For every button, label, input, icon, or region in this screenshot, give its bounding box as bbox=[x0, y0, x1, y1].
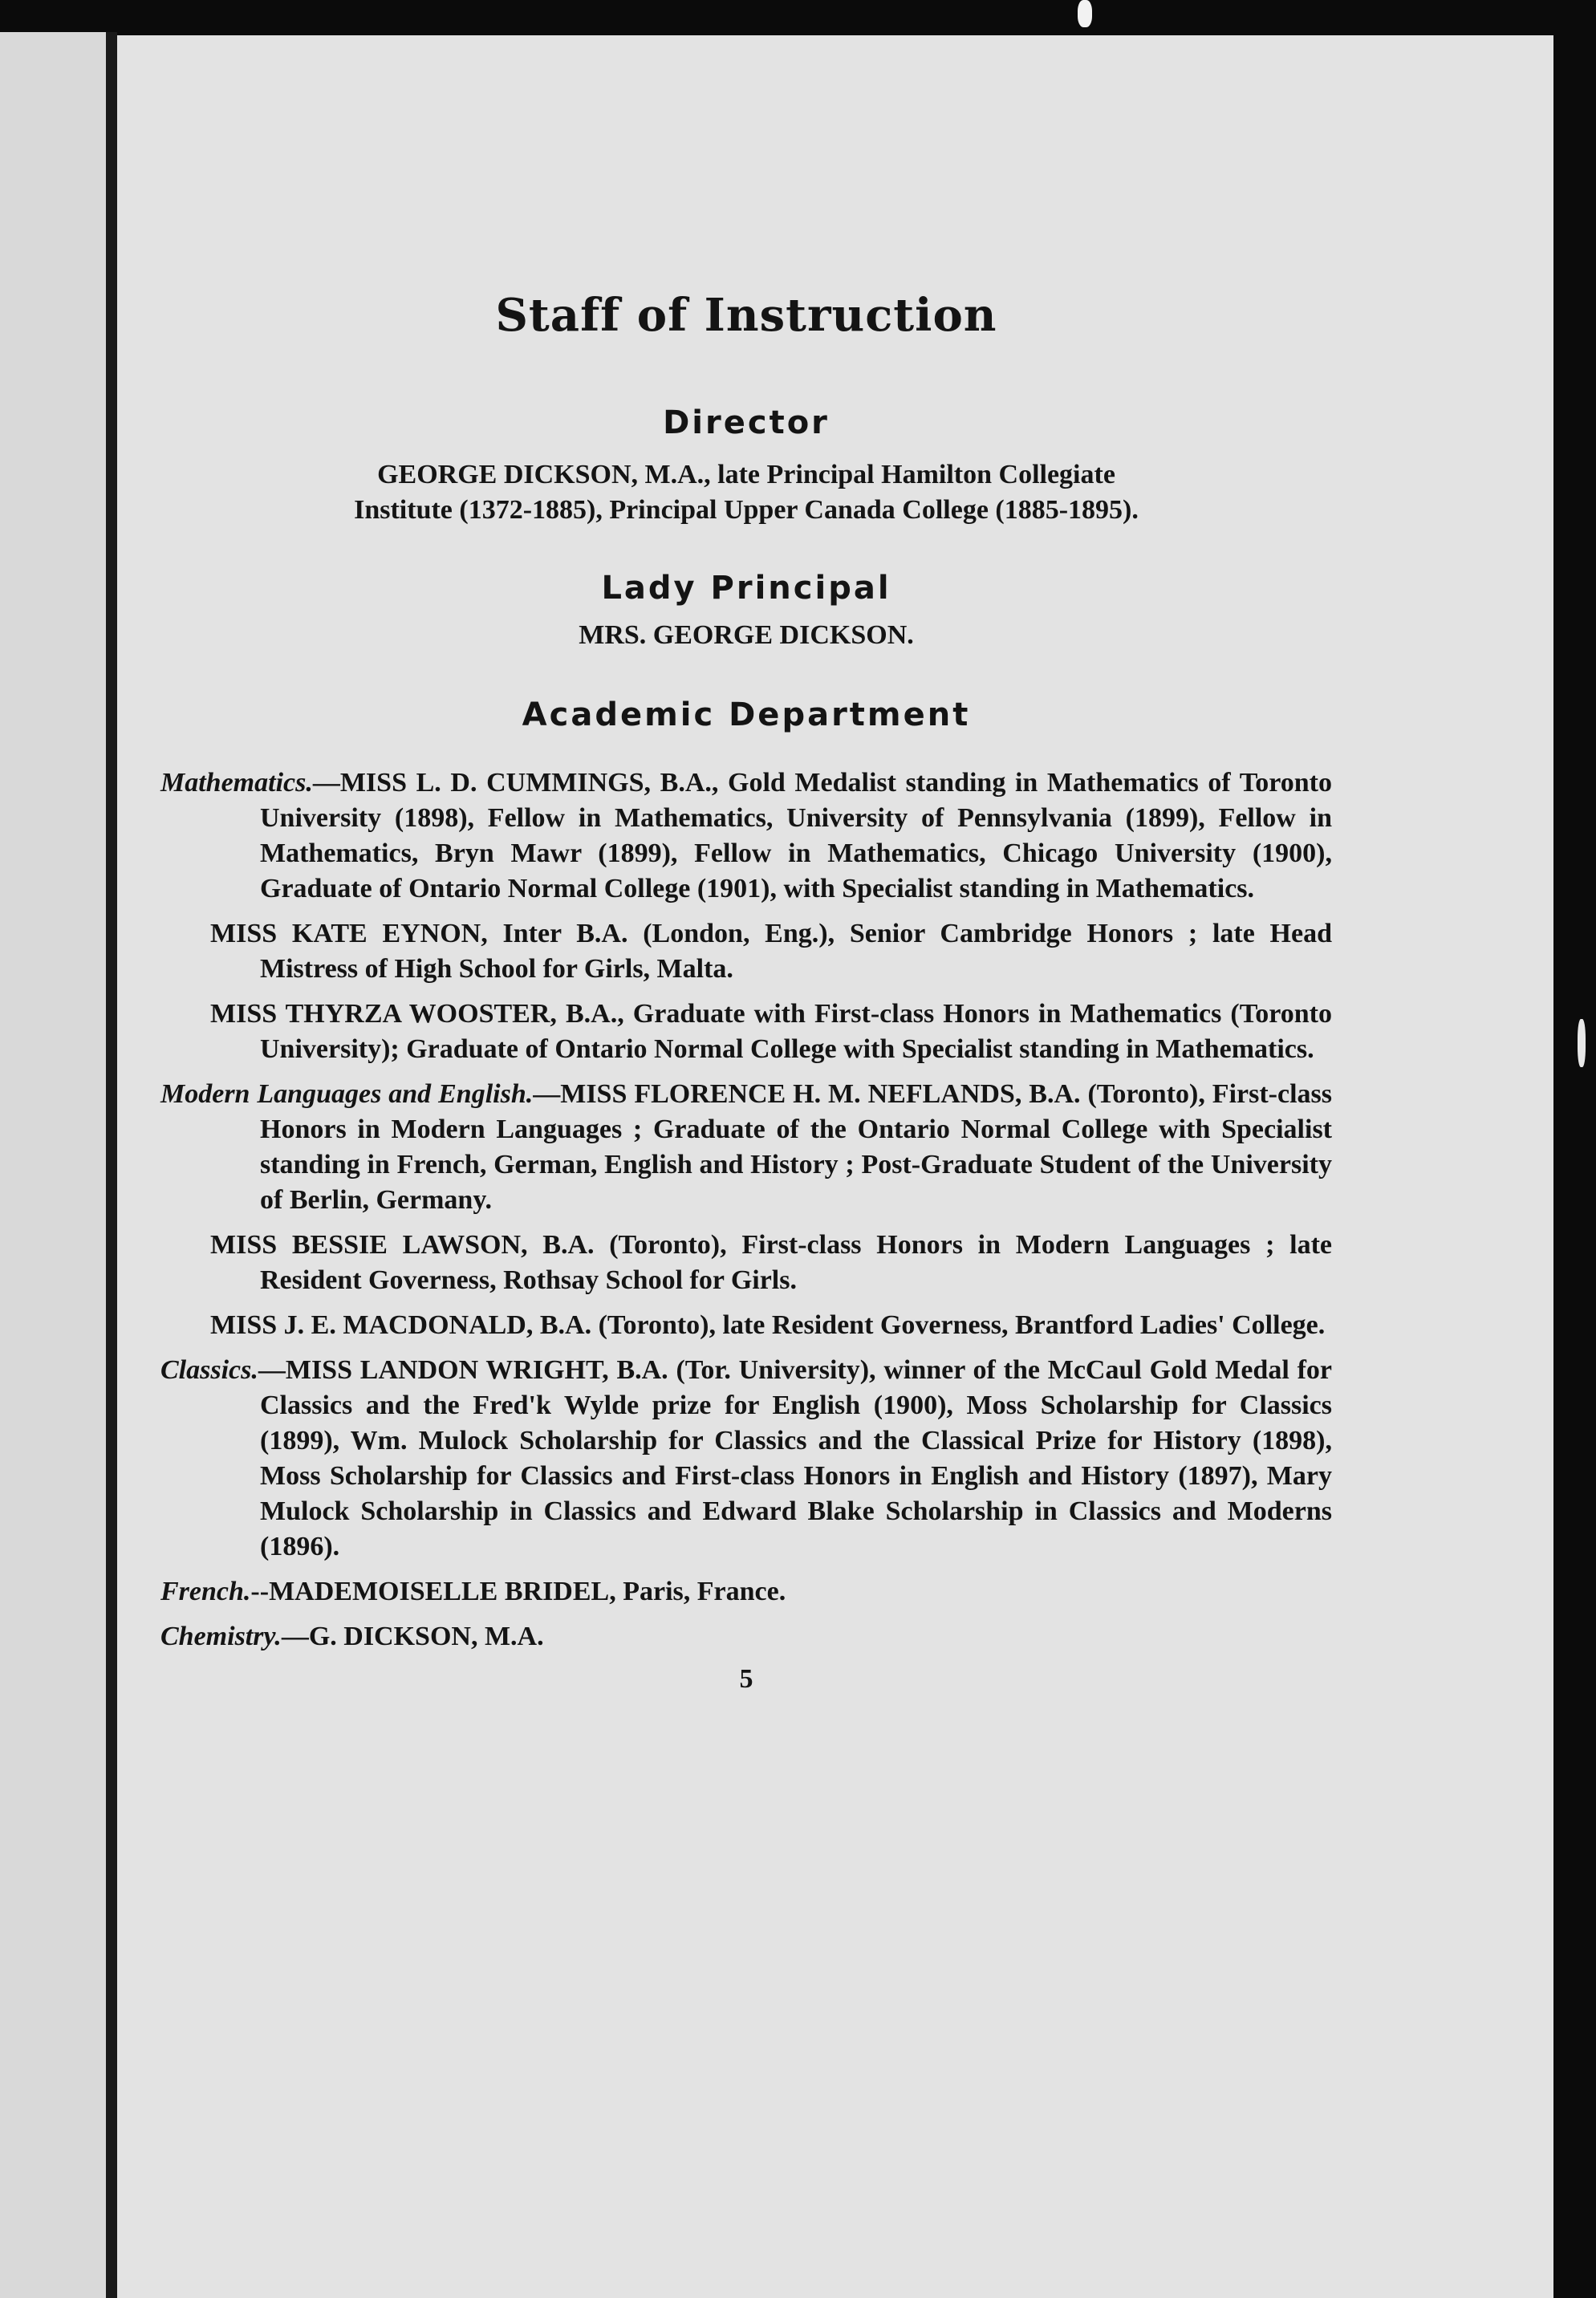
classics-subject: Classics. bbox=[160, 1355, 258, 1385]
academic-heading: Academic Department bbox=[522, 696, 971, 733]
page-edge-mark bbox=[1578, 1019, 1586, 1067]
scan-mark bbox=[1078, 0, 1092, 27]
modern-languages-entry bbox=[160, 1077, 1332, 1218]
chemistry-text: —G. DICKSON, M.A. bbox=[281, 1622, 544, 1651]
french-subject: French. bbox=[160, 1577, 251, 1606]
mathematics-staff-2: MISS KATE EYNON, Inter B.A. (London, Eng.), Senior Cambridge Honors ; late Head Mistress of High School for Girls, Malta. bbox=[210, 919, 1332, 984]
mathematics-subject: Mathematics. bbox=[160, 768, 313, 798]
classics-entry bbox=[160, 1353, 1332, 1565]
modern-languages-subject: Modern Languages and English. bbox=[160, 1079, 534, 1109]
page-number: 5 bbox=[739, 1664, 753, 1694]
modern-languages-text: —MISS FLORENCE H. M. NEFLANDS, B.A. (Toronto), First-class Honors in Modern Languages ; Graduate of the Ontario Normal College with Specialist standing in French, German, English and History ; Post-Graduate Student of the University of Berlin, Germany. bbox=[260, 1079, 1332, 1215]
lady-principal-name: MRS. GEORGE DICKSON. bbox=[579, 620, 914, 650]
classics-text: —MISS LANDON WRIGHT, B.A. (Tor. University), winner of the McCaul Gold Medal for Classics and the Fred'k Wylde prize for English (1900), Moss Scholarship for Classics (1899), Wm. Mulock Scholarship for Classics and the Classical Prize for History (1898), Moss Scholarship for Classics and First-class Honors in English and History (1897), Mary Mulock Scholarship in Classics and Edward Blake Scholarship in Classics and Moderns (1896). bbox=[258, 1355, 1332, 1561]
page-title: Staff of Instruction bbox=[495, 289, 997, 342]
modern-languages-staff-3: MISS J. E. MACDONALD, B.A. (Toronto), late Resident Governess, Brantford Ladies' College. bbox=[210, 1310, 1326, 1340]
french-entry bbox=[160, 1574, 1332, 1610]
director-line-2: Institute (1372-1885), Principal Upper Canada College (1885-1895). bbox=[354, 495, 1139, 525]
french-text: --MADEMOISELLE BRIDEL, Paris, France. bbox=[250, 1577, 786, 1606]
book-gutter bbox=[106, 32, 117, 2298]
chemistry-subject: Chemistry. bbox=[160, 1622, 282, 1651]
director-line-1: GEORGE DICKSON, M.A., late Principal Hamilton Collegiate bbox=[377, 460, 1115, 489]
mathematics-entry bbox=[160, 765, 1332, 907]
chemistry-entry bbox=[160, 1619, 1332, 1654]
mathematics-staff-3: MISS THYRZA WOOSTER, B.A., Graduate with First-class Honors in Mathematics (Toronto University); Graduate of Ontario Normal College with Specialist standing in Mathematics. bbox=[210, 999, 1332, 1064]
page-content bbox=[160, 241, 1332, 1695]
lady-principal-heading: Lady Principal bbox=[601, 570, 891, 607]
facing-page-edge bbox=[0, 32, 106, 2298]
modern-languages-staff-2: MISS BESSIE LAWSON, B.A. (Toronto), First-class Honors in Modern Languages ; late Resident Governess, Rothsay School for Girls. bbox=[210, 1230, 1332, 1295]
mathematics-text: —MISS L. D. CUMMINGS, B.A., Gold Medalist standing in Mathematics of Toronto University (1898), Fellow in Mathematics, University of Pennsylvania (1899), Fellow in Mathematics, Bryn Mawr (1899), Fellow in Mathematics, Chicago University (1900), Graduate of Ontario Normal College (1901), with Specialist standing in Mathematics. bbox=[260, 768, 1332, 903]
director-heading: Director bbox=[663, 404, 830, 441]
